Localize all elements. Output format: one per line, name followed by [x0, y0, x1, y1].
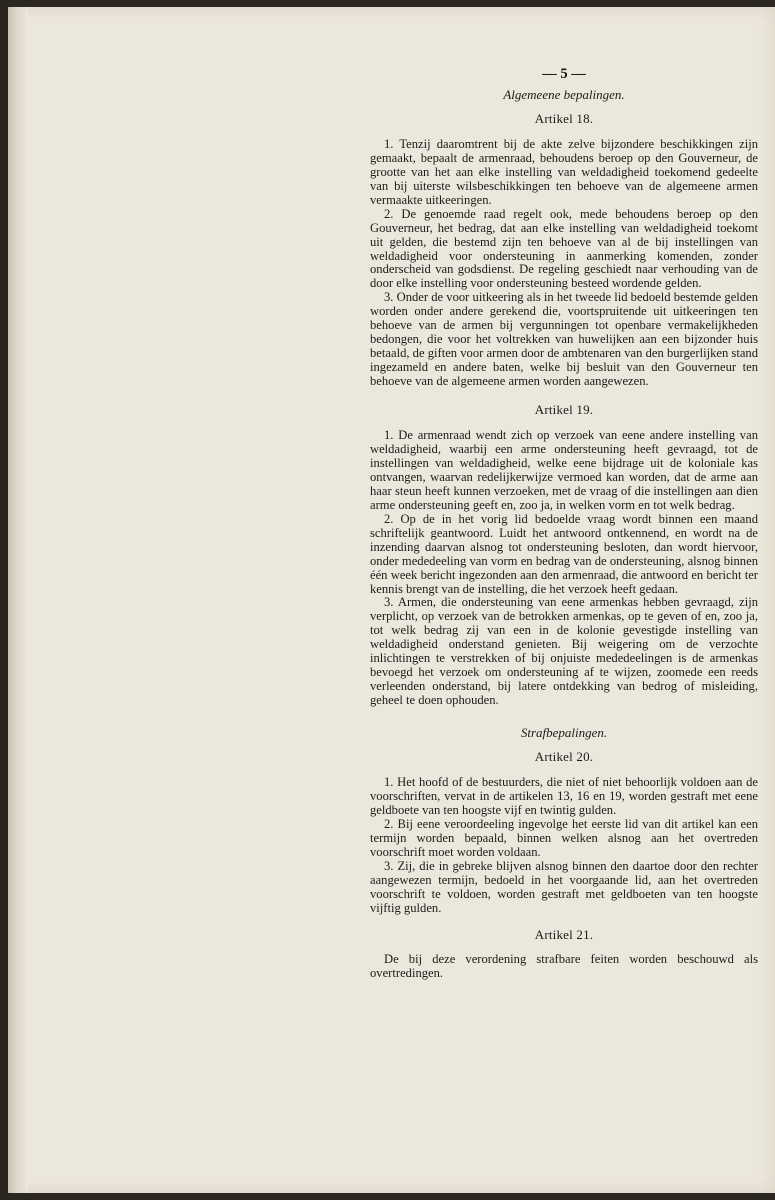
- section-heading-penal: Strafbepalingen.: [520, 725, 608, 741]
- article-21-title: Artikel 21.: [534, 926, 594, 942]
- article-20-title: Artikel 20.: [534, 749, 594, 765]
- section-heading-general: Algemeene bepalingen.: [503, 87, 625, 102]
- article-20-para-1: 1. Het hoofd of de bestuurders, die niet of niet behoorlijk voldoen aan de voorschriften, vervat in de artikelen 13, 16 en 19, worden gestraft met eene geldboete van ten hoogste vijf en twintig gulden.: [370, 774, 758, 817]
- article-18-para-3: 3. Onder de voor uitkeering als in het tweede lid bedoeld bestemde gelden worden onder andere gerekend die, voortspruitende uit uitkeeringen ten behoeve van de armen bij vergunningen tot openbare vermakelijkheden bedongen, die voor het voltrekken van huwelijken aan een bijzonder huis betaald, de giften voor armen door de ambtenaren van den burgerlijken stand ingezameld en andere baten, welke bij besluit van den Gouverneur ten behoeve van de algemeene armen worden aangewezen.: [370, 290, 758, 389]
- binding-fold: [8, 7, 28, 1193]
- text-column: [370, 63, 758, 981]
- article-19-para-2: 2. Op de in het vorig lid bedoelde vraag wordt binnen een maand schriftelijk geantwoord. Luidt het antwoord ontkennend, en wordt na de inzending daarvan alsnog tot ondersteuning besloten, dan wordt hiervoor, onder mededeeling van vorm en bedrag van de ondersteuning, alsnog binnen één week bericht ingezonden aan den armenraad, die antwoord en bericht ter kennis brengt van de instelling, die het verzoek heeft gedaan.: [370, 511, 758, 596]
- document-page: [8, 7, 775, 1193]
- article-20-para-2: 2. Bij eene veroordeeling ingevolge het eerste lid van dit artikel kan een termijn worden bepaald, binnen welken alsnog aan het overtreden voorschrift moet worden voldaan.: [370, 816, 758, 859]
- article-19-para-3: 3. Armen, die ondersteuning van eene armenkas hebben gevraagd, zijn verplicht, op verzoek van de betrokken armenkas, op te geven of en, zoo ja, tot welk bedrag zij van een in de kolonie gevestigde instelling van weldadigheid onderstand genieten. Bij weigering om de verzochte inlichtingen te verstrekken of bij onjuiste mededeelingen is de armenkas bevoegd het verzoek om ondersteuning af te wijzen, zoomede een reeds verleenden onderstand, bij latere ontdekking van bedrog of misleiding, geheel te doen ophouden.: [370, 595, 758, 708]
- article-20-para-3: 3. Zij, die in gebreke blijven alsnog binnen den daartoe door den rechter aangewezen termijn, bedoeld in het voorgaande lid, aan het overtreden voorschrift te voldoen, worden gestraft met geldboeten van ten hoogste vijftig gulden.: [370, 858, 758, 915]
- article-18-para-1: 1. Tenzij daaromtrent bij de akte zelve bijzondere beschikkingen zijn gemaakt, bepaalt de armenraad, behoudens beroep op den Gouverneur, de grootte van het aan elke instelling van weldadigheid toekomend gedeelte van bij uiterste wilsbeschikkingen ten behoeve van de algemeene armen vermaakte uitkeeringen.: [370, 136, 758, 207]
- article-18-para-2: 2. De genoemde raad regelt ook, mede behoudens beroep op den Gouverneur, het bedrag, dat aan elke instelling van weldadigheid toekomt uit gelden, die bestemd zijn ten behoeve van al de bij instellingen van weldadigheid voor ondersteuning in aanmerking komenden, zonder onderscheid van godsdienst. De regeling geschiedt naar verhouding van de door elke instelling voor ondersteuning besteed wordende gelden.: [370, 206, 758, 291]
- article-21-para-1: De bij deze verordening strafbare feiten worden beschouwd als overtredingen.: [370, 952, 758, 981]
- page-number: — 5 —: [542, 66, 586, 82]
- article-19-title: Artikel 19.: [534, 402, 594, 418]
- article-19-para-1: 1. De armenraad wendt zich op verzoek van eene andere instelling van weldadigheid, waarbij een arme ondersteuning heeft gevraagd, tot de instellingen van weldadigheid, welke eene bijdrage uit de koloniale kas ontvangen, waarvan redelijkerwijze vermoed kan worden, dat de arme aan haar steun heeft kunnen verzoeken, met de vraag of die instellingen aan dien arme ondersteuning geeft en, zoo ja, in welken vorm en tot welk bedrag.: [370, 428, 758, 512]
- article-18-title: Artikel 18.: [534, 110, 594, 126]
